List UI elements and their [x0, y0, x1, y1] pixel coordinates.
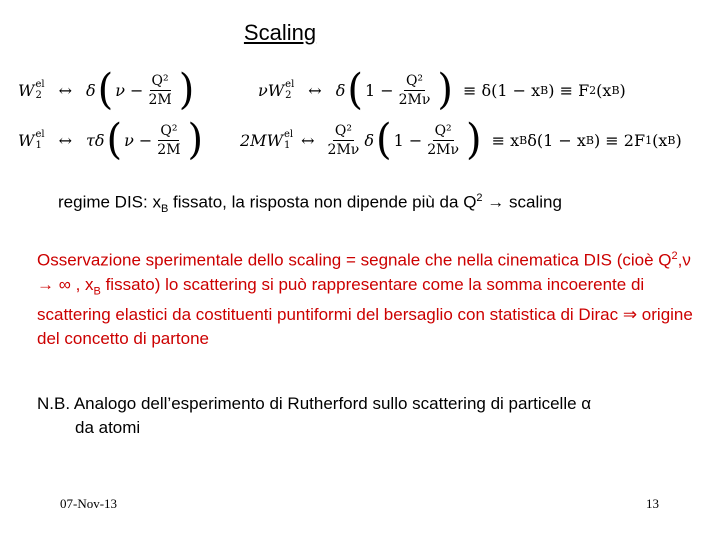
footer-date: 07-Nov-13 [60, 496, 118, 511]
formula-w2: W el 2 ↔ δ ( ν − $\frac{\text{Q²}}{2M}$ ) [18, 65, 195, 115]
formula-f1: 2MW el 1 ↔ $\frac{\text{Q²}}{2M\nu}$ δ ( 1 − $\frac{\text{Q²}}{2M\nu}$ ) ≡ x B δ(1 − x B ) ≡ 2F 1 (x B ) [240, 115, 682, 165]
slide-title: Scaling [243, 20, 317, 45]
note-paragraph [37, 392, 697, 440]
footer-page-number: 13 [646, 496, 659, 511]
formula-f2: νW el 2 ↔ δ ( 1 − $\frac{\text{Q²}}{2M\nu}$ ) ≡ δ(1 − x B ) ≡ F 2 (x B ) [258, 65, 626, 115]
observation-paragraph: Osservazione sperimentale dello scaling = segnale che nella cinematica DIS (cioè $Q^2,\nu$ → ∞ , $x_B$ fissato) lo scattering si può rappresentare come la somma incoerente di scattering elastici da costituenti puntiformi del bersaglio con statistica di Dirac ⇒ origine del concetto di partone [37, 250, 693, 349]
regime-dis-statement: regime DIS: $x_B$ fissato, la risposta non dipende più da $Q^2$ → scaling [58, 192, 562, 216]
note-line-2: da atomi [75, 418, 141, 437]
formula-w1: W el 1 ↔ τδ ( ν − $\frac{\text{Q²}}{2M}$ ) [18, 115, 204, 165]
note-line-1: N.B. Analogo dell’esperimento di Rutherford sullo scattering di particelle α [37, 394, 592, 413]
